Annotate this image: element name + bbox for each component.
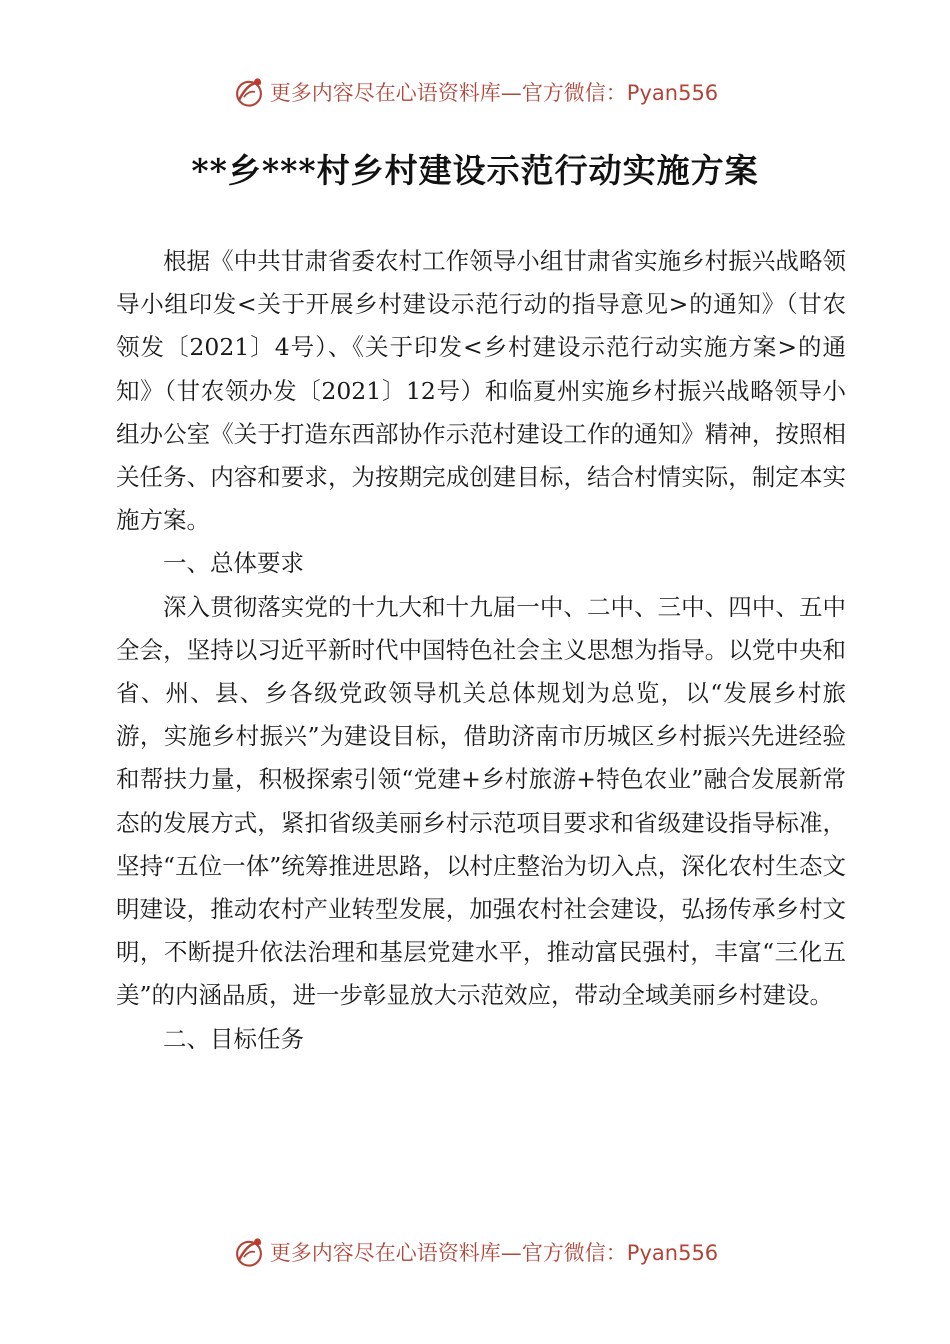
section-heading-1: 一、总体要求: [163, 549, 304, 578]
footer-watermark: [0, 1232, 950, 1272]
intro-paragraph: 根据《中共甘肃省委农村工作领导小组甘肃省实施乡村振兴战略领导小组印发<关于开展乡村建设示范行动的指导意见>的通知》（甘农领发〔2021〕4号）、《关于印发<乡村建设示范行动实施方案>的通知》（甘农领办发〔2021〕12号）和临夏州实施乡村振兴战略领导小组办公室《关于打造东西部协作示范村建设工作的通知》精神，按照相关任务、内容和要求，为按期完成创建目标，结合村情实际，制定本实施方案。: [116, 247, 846, 535]
logo-icon: [232, 1235, 266, 1269]
section-heading-2: 二、目标任务: [163, 1024, 304, 1053]
body-paragraph: 深入贯彻落实党的十九大和十九届一中、二中、三中、四中、五中全会，坚持以习近平新时代中国特色社会主义思想为指导。以党中央和省、州、县、乡各级党政领导机关总体规划为总览，以“发展乡村旅游，实施乡村振兴”为建设目标，借助济南市历城区乡村振兴先进经验和帮扶力量，积极探索引领“党建+乡村旅游+特色农业”融合发展新常态的发展方式，紧扣省级美丽乡村示范项目要求和省级建设指导标准，坚持“五位一体”统筹推进思路，以村庄整治为切入点，深化农村生态文明建设，推动农村产业转型发展，加强农村社会建设，弘扬传承乡村文明，不断提升依法治理和基层党建水平，推动富民强村，丰富“三化五美”的内涵品质，进一步彰显放大示范效应，带动全域美丽乡村建设。: [116, 592, 846, 1010]
document-body: [116, 240, 846, 1061]
header-watermark: [0, 72, 950, 112]
page-title: **乡***村乡村建设示范行动实施方案: [191, 151, 759, 190]
watermark-text: 更多内容尽在心语资料库—: [269, 81, 522, 105]
logo-icon: [232, 75, 266, 109]
wechat-id: 官方微信：Pyan556: [521, 81, 719, 105]
wechat-id: 官方微信：Pyan556: [521, 1241, 719, 1265]
watermark-text: 更多内容尽在心语资料库—: [269, 1241, 522, 1265]
